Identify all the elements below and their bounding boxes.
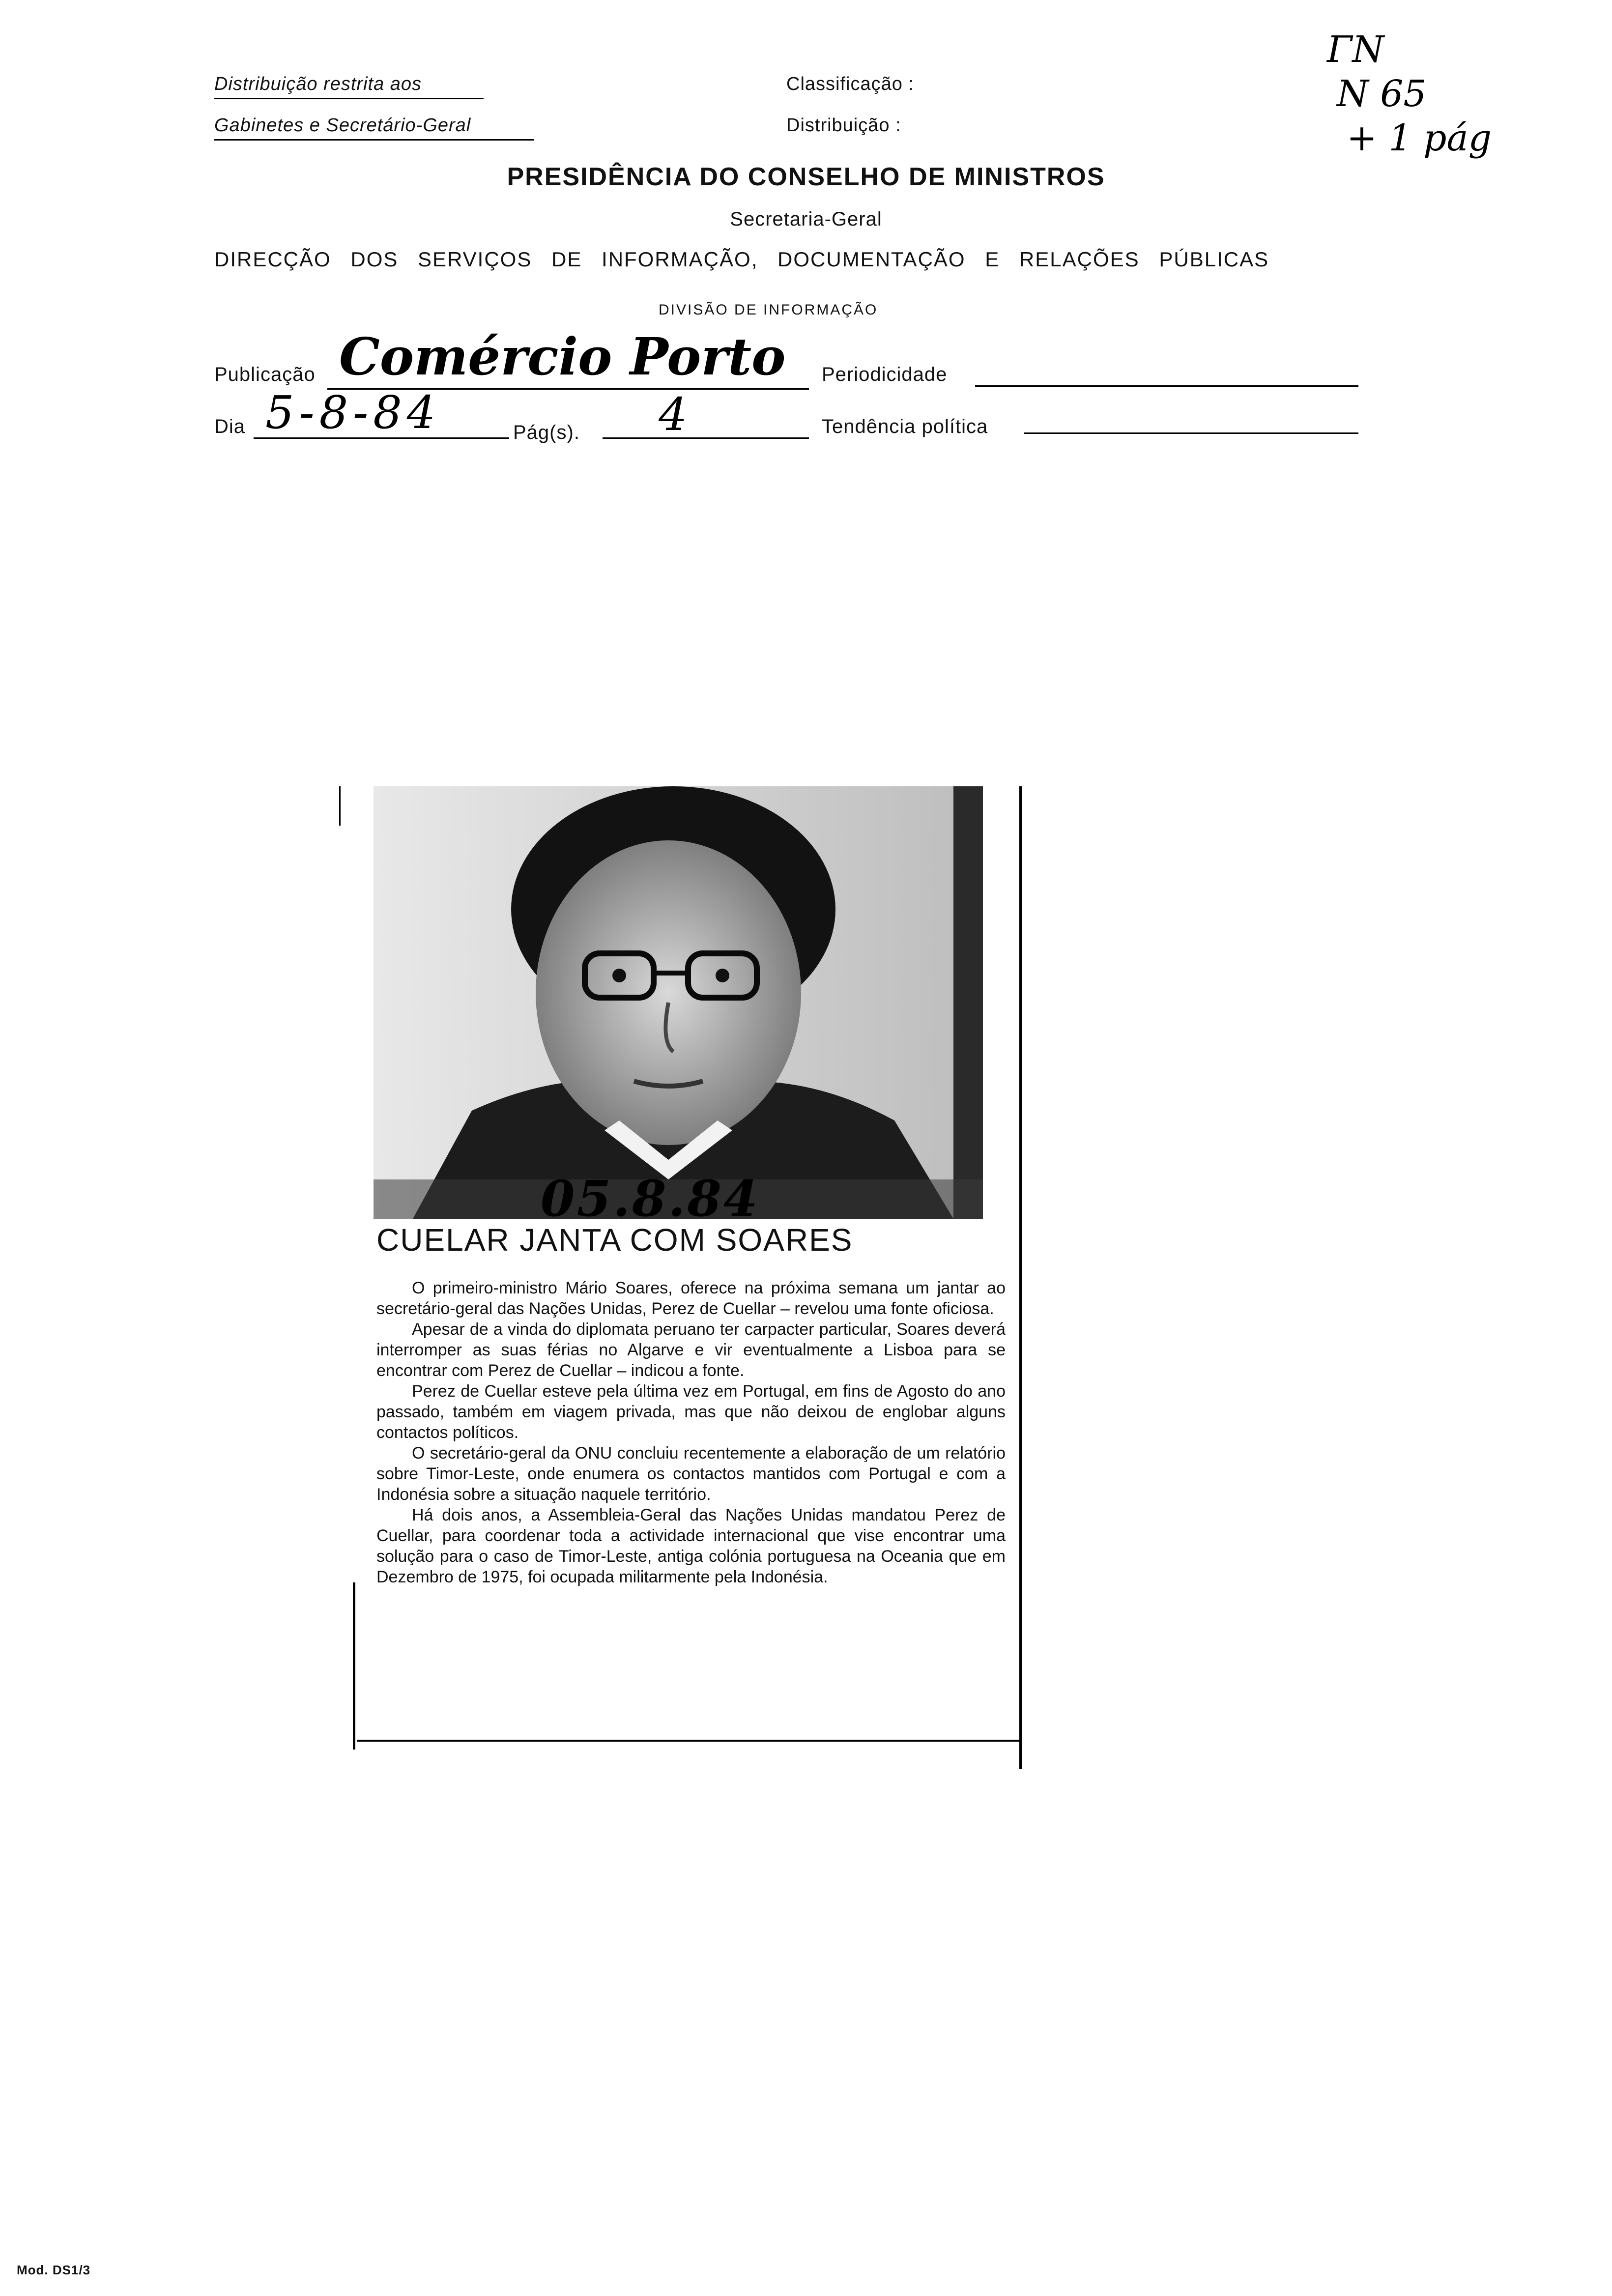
classification-label: Classificação : [786,74,914,94]
corner-note-1: ΓN [1327,29,1384,71]
distribution-restriction-line-2: Gabinetes e Secretário-Geral [214,115,534,141]
tendencia-label: Tendência política [822,416,988,437]
clipping-right-border [1019,786,1022,1769]
corner-note-3: + 1 pág [1347,117,1492,159]
publicacao-handwritten-value: Comércio Porto [339,326,786,387]
directorate-line: DIRECÇÃO DOS SERVIÇOS DE INFORMAÇÃO, DOCUMENTAÇÃO E RELAÇÕES PÚBLICAS [214,248,1269,271]
pags-label: Pág(s). [513,422,580,443]
photo-handwritten-date: 05.8.84 [541,1170,760,1228]
clipping-headline: CUELAR JANTA COM SOARES [376,1222,853,1258]
article-paragraph: Perez de Cuellar esteve pela última vez em Portugal, em fins de Agosto do ano passado, também em viagem privada, mas que não deixou de englobar alguns contactos políticos. [376,1382,1006,1442]
clipping-left-edge-top [339,786,341,826]
division-line: DIVISÃO DE INFORMAÇÃO [659,302,878,318]
corner-note-2: N 65 [1337,73,1427,115]
pags-rule [603,437,809,439]
clipping-left-border [353,1582,355,1750]
distribution-restriction-line-1: Distribuição restrita aos [214,74,484,99]
clipping-article-body [376,1278,1006,1587]
form-code-footer: Mod. DS1/3 [17,2263,91,2277]
portrait-photo [374,786,983,1219]
tendencia-rule [1024,432,1358,434]
article-paragraph: Há dois anos, a Assembleia-Geral das Nações Unidas mandatou Perez de Cuellar, para coordenar toda a actividade internacional que vise encontrar uma solução para o caso de Timor-Leste, antiga colónia portuguesa na Oceania que em Dezembro de 1975, foi ocupada militarmente pela Indonésia. [376,1506,1006,1586]
dia-handwritten-value: 5-8-84 [265,386,441,439]
portrait-illustration [374,786,983,1219]
ministry-title: PRESIDÊNCIA DO CONSELHO DE MINISTROS [507,163,1105,191]
secretariat-subtitle: Secretaria-Geral [730,208,882,230]
article-paragraph: O secretário-geral da ONU concluiu recentemente a elaboração de um relatório sobre Timor-Leste, onde enumera os contactos mantidos com Portugal e com a Indonésia sobre a situação naquele território. [376,1444,1006,1504]
publicacao-label: Publicação [214,364,316,385]
periodicidade-label: Periodicidade [822,364,948,385]
article-paragraph: Apesar de a vinda do diplomata peruano ter carpacter particular, Soares deverá interromper as suas férias no Algarve e vir eventualmente a Lisboa para se encontrar com Perez de Cuellar – indicou a fonte. [376,1320,1006,1380]
clipping-bottom-border [357,1740,1019,1742]
periodicidade-rule [975,385,1358,387]
distribution-label: Distribuição : [786,115,901,136]
article-paragraph: O primeiro-ministro Mário Soares, oferece na próxima semana um jantar ao secretário-geral das Nações Unidas, Perez de Cuellar – revelou uma fonte oficiosa. [376,1279,1006,1318]
pags-handwritten-value: 4 [659,388,688,441]
dia-label: Dia [214,416,246,437]
